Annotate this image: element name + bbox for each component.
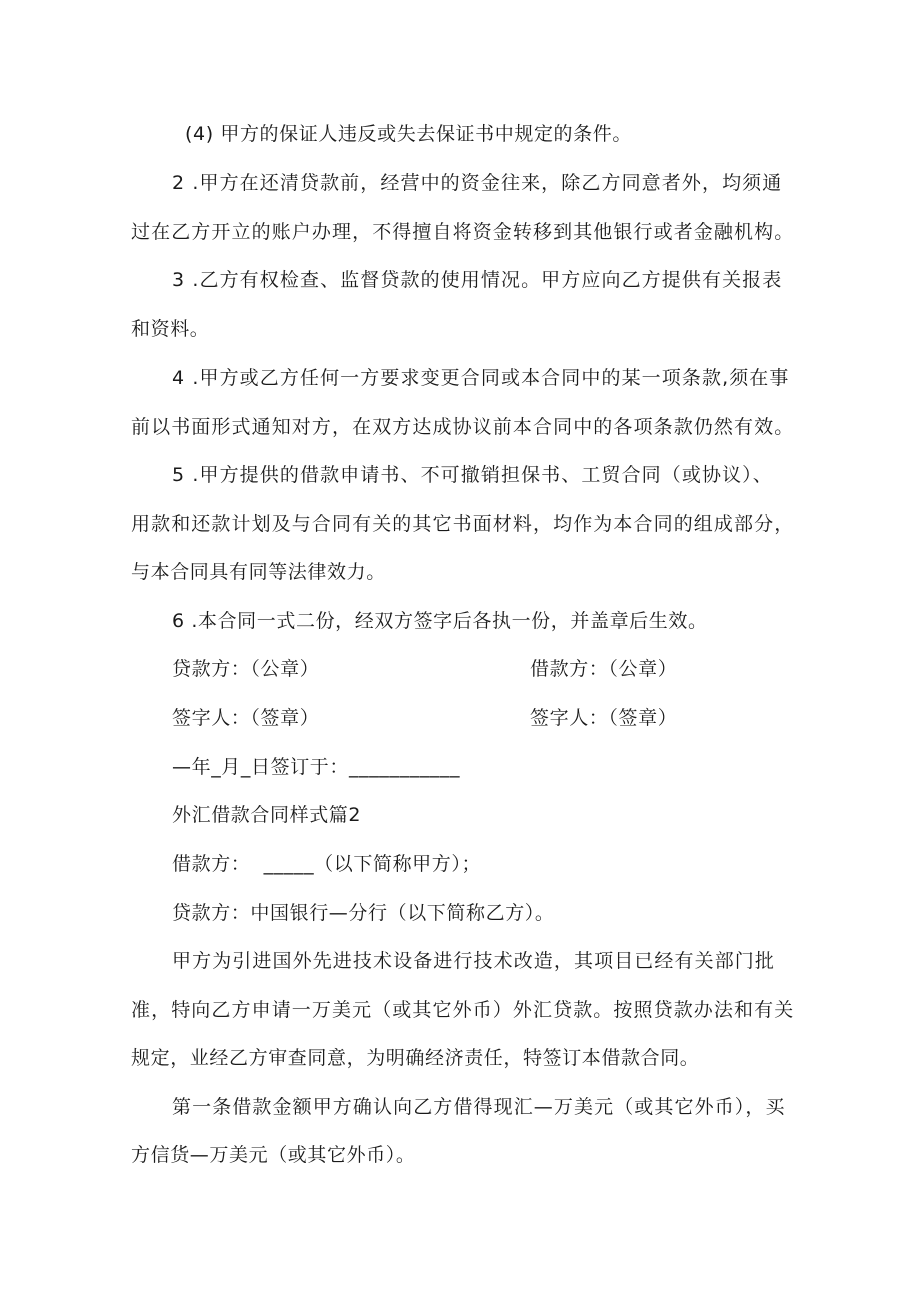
lender-seal: 贷款方：（公章） — [172, 658, 320, 680]
clause-4-line-1: 4 .甲方或乙方任何一方要求变更合同或本合同中的某一项条款,须在事 — [172, 367, 790, 389]
section-title: 外汇借款合同样式篇2 — [172, 804, 362, 826]
clause-6: 6 .本合同一式二份，经双方签字后各执一份，并盖章后生效。 — [172, 610, 708, 632]
borrower-seal: 借款方：（公章） — [530, 658, 678, 680]
article-1-line-1: 第一条借款金额甲方确认向乙方借得现汇—万美元（或其它外币），买 — [172, 1096, 786, 1118]
clause-2-line-1: 2 .甲方在还清贷款前，经营中的资金往来，除乙方同意者外，均须通 — [172, 172, 783, 194]
borrower-party: 借款方： _____（以下简称甲方）； — [172, 853, 482, 875]
clause-5-line-2: 用款和还款计划及与合同有关的其它书面材料，均作为本合同的组成部分， — [131, 513, 795, 535]
borrower-signer: 签字人：（签章） — [530, 707, 678, 729]
clause-5-line-1: 5 .甲方提供的借款申请书、不可撤销担保书、工贸合同（或协议）、 — [172, 464, 773, 486]
preamble-line-3: 规定，业经乙方审查同意，为明确经济责任，特签订本借款合同。 — [131, 1047, 700, 1069]
clause-2-line-2: 过在乙方开立的账户办理，不得擅自将资金转移到其他银行或者金融机构。 — [131, 221, 795, 243]
clause-3-line-2: 和资料。 — [131, 318, 210, 340]
lender-party: 贷款方：中国银行—分行（以下简称乙方）。 — [172, 902, 555, 924]
lender-signer: 签字人：（签章） — [172, 707, 320, 729]
item-4: (4) 甲方的保证人违反或失去保证书中规定的条件。 — [185, 123, 632, 145]
article-1-line-2: 方信货—万美元（或其它外币）。 — [131, 1144, 416, 1166]
preamble-line-1: 甲方为引进国外先进技术设备进行技术改造，其项目已经有关部门批 — [172, 950, 776, 972]
clause-5-line-3: 与本合同具有同等法律效力。 — [131, 561, 386, 583]
preamble-line-2: 准，特向乙方申请一万美元（或其它外币）外汇贷款。按照贷款办法和有关 — [131, 999, 795, 1021]
clause-3-line-1: 3 .乙方有权检查、监督贷款的使用情况。甲方应向乙方提供有关报表 — [172, 269, 783, 291]
signing-date-line: —年_月_日签订于：___________ — [172, 756, 461, 778]
clause-4-line-2: 前以书面形式通知对方，在双方达成协议前本合同中的各项条款仍然有效。 — [131, 416, 795, 438]
